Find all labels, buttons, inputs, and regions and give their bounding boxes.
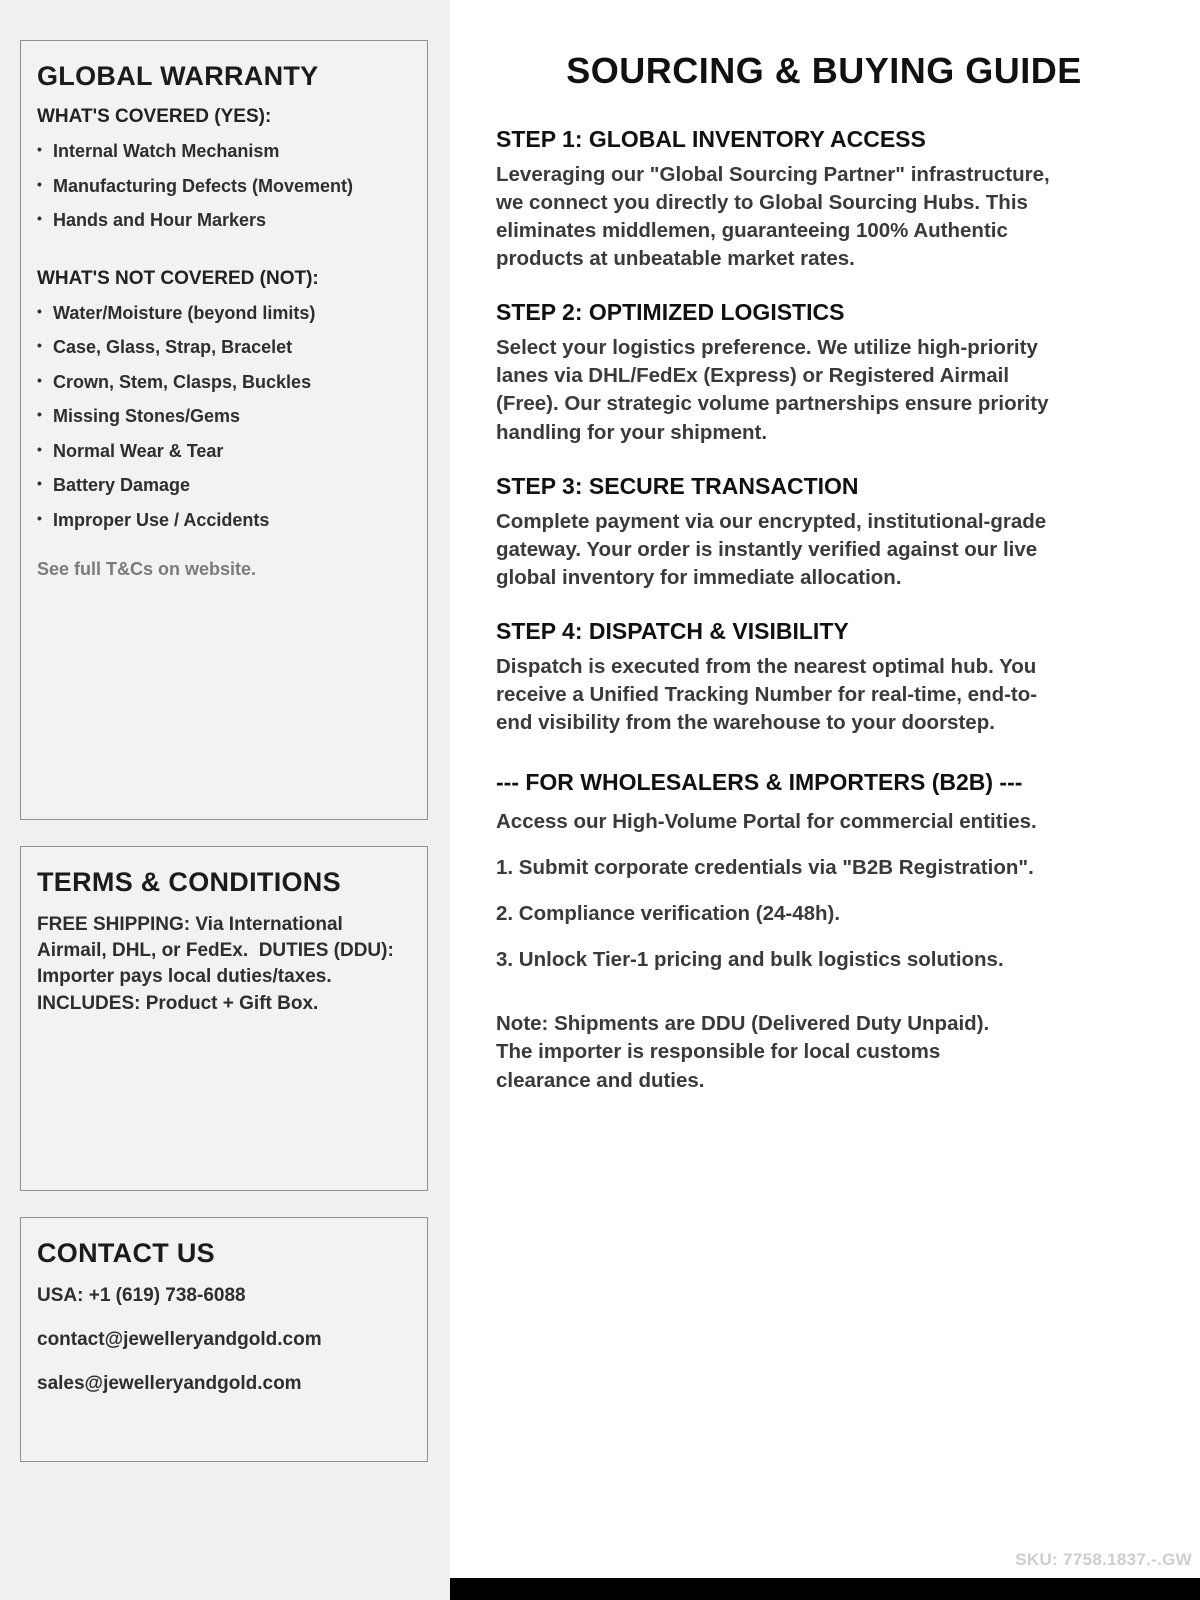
covered-title: WHAT'S COVERED (YES):: [37, 106, 272, 127]
b2b-note: Note: Shipments are DDU (Delivered Duty Unpaid). The importer is responsible for local customs clearance and duties.: [496, 1012, 990, 1092]
contact-email-sales: sales@jewelleryandgold.com: [37, 1373, 302, 1394]
not-covered-title: WHAT'S NOT COVERED (NOT):: [37, 267, 319, 289]
not-covered-item: • Improper Use / Accidents: [37, 509, 407, 532]
step-3-body: Complete payment via our encrypted, institutional-grade gateway. Your order is instantly verified against our live global inventory for immediate allocation.: [496, 509, 1047, 589]
step-1-body: Leveraging our "Global Sourcing Partner" infrastructure, we connect you directly to Global Sourcing Hubs. This eliminates middlemen, guaranteeing 100% Authentic products at unbeatable market rates.: [496, 163, 1050, 271]
not-covered-item: • Case, Glass, Strap, Bracelet: [37, 336, 407, 359]
sku-label: SKU: 7758.1837.-.GW: [1015, 1550, 1192, 1569]
covered-item: • Hands and Hour Markers: [37, 209, 407, 232]
b2b-item: 2. Compliance verification (24-48h).: [496, 902, 841, 926]
page-title: SOURCING & BUYING GUIDE: [566, 50, 1082, 91]
covered-item: • Manufacturing Defects (Movement): [37, 175, 407, 198]
main-content: [450, 0, 1200, 1600]
b2b-heading: --- FOR WHOLESALERS & IMPORTERS (B2B) ---: [496, 769, 1023, 796]
step-2-body: Select your logistics preference. We utilize high-priority lanes via DHL/FedEx (Express) or Registered Airmail (Free). Our strategic volume partnerships ensure priority handling for your shipment.: [496, 336, 1049, 444]
step-3-heading: STEP 3: SECURE TRANSACTION: [496, 472, 859, 499]
contact-section: [20, 1217, 428, 1462]
terms-title: TERMS & CONDITIONS: [37, 867, 341, 897]
step-2-heading: STEP 2: OPTIMIZED LOGISTICS: [496, 299, 845, 326]
terms-body: FREE SHIPPING: Via International Airmail, DHL, or FedEx. DUTIES (DDU): Importer pays local duties/taxes. INCLUDES: Product + Gift Box.: [37, 914, 400, 1014]
contact-title: CONTACT US: [37, 1238, 215, 1268]
warranty-title: GLOBAL WARRANTY: [37, 61, 319, 91]
footer-bar: [450, 1578, 1200, 1600]
contact-phone: USA: +1 (619) 738-6088: [37, 1285, 246, 1306]
not-covered-item: • Normal Wear & Tear: [37, 440, 407, 463]
covered-item: • Internal Watch Mechanism: [37, 140, 407, 163]
step-4-body: Dispatch is executed from the nearest optimal hub. You receive a Unified Tracking Number for real-time, end-to-end visibility from the warehouse to your doorstep.: [496, 654, 1038, 735]
not-covered-item: • Water/Moisture (beyond limits): [37, 302, 407, 325]
terms-section: [20, 846, 428, 1191]
step-4-heading: STEP 4: DISPATCH & VISIBILITY: [496, 617, 849, 644]
warranty-footnote: See full T&Cs on website.: [37, 559, 257, 579]
b2b-section: [496, 769, 1152, 1095]
b2b-item: 3. Unlock Tier-1 pricing and bulk logistics solutions.: [496, 948, 1004, 972]
step-2: [496, 299, 1152, 446]
b2b-item: 1. Submit corporate credentials via "B2B Registration".: [496, 856, 1034, 880]
step-1: [496, 126, 1152, 273]
step-3: [496, 473, 1152, 592]
sidebar: [0, 0, 450, 1600]
not-covered-item: • Crown, Stem, Clasps, Buckles: [37, 371, 407, 394]
not-covered-list: [37, 302, 407, 532]
warranty-section: [20, 40, 428, 820]
step-4: [496, 618, 1152, 737]
contact-email-primary: contact@jewelleryandgold.com: [37, 1329, 322, 1350]
not-covered-item: • Battery Damage: [37, 474, 407, 497]
b2b-intro: Access our High-Volume Portal for commercial entities.: [496, 810, 1037, 834]
step-1-heading: STEP 1: GLOBAL INVENTORY ACCESS: [496, 126, 926, 152]
covered-list: [37, 140, 407, 232]
not-covered-item: • Missing Stones/Gems: [37, 405, 407, 428]
